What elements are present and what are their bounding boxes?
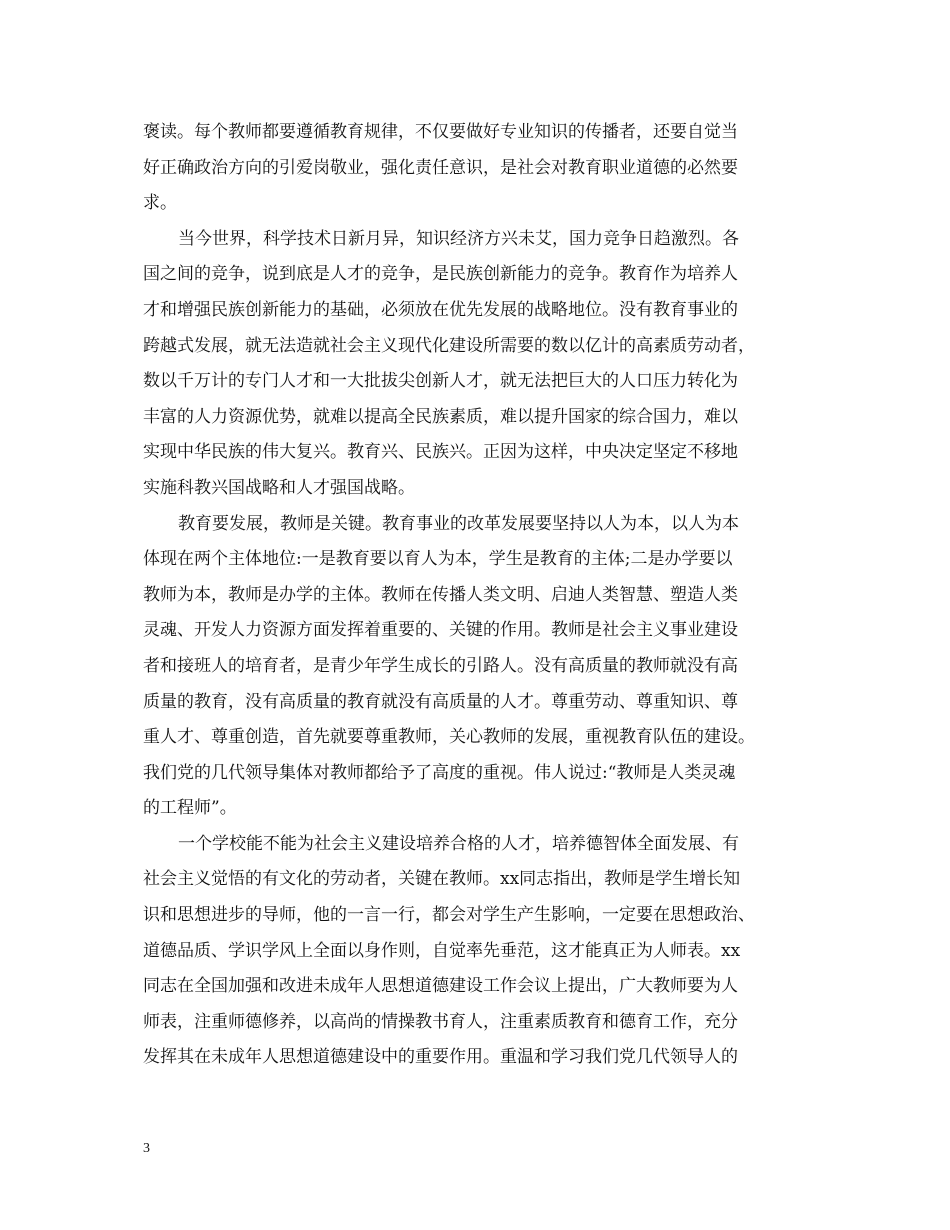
text-line: 体现在两个主体地位:一是教育要以育人为本，学生是教育的主体;二是办学要以: [143, 549, 733, 570]
text-line: 重人才、尊重创造，首先就要尊重教师，关心教师的发展，重视教育队伍的建设。: [143, 727, 755, 748]
text-line: 褒读。每个教师都要遵循教育规律，不仅要做好专业知识的传播者，还要自觉当: [143, 122, 738, 142]
text-line: 我们党的几代领导集体对教师都给予了高度的重视。伟人说过:“教师是人类灵魂: [143, 762, 736, 783]
text-line: 的工程师”。: [143, 798, 237, 819]
text-line: 社会主义觉悟的有文化的劳动者，关键在教师。xx同志指出，教师是学生增长知: [143, 869, 741, 890]
text-line: 者和接班人的培育者，是青少年学生成长的引路人。没有高质量的教师就没有高: [143, 655, 738, 676]
paragraph: [143, 507, 811, 827]
text-line: 跨越式发展，就无法造就社会主义现代化建设所需要的数以亿计的高素质劳动者，: [143, 335, 755, 356]
text-line: 国之间的竞争，说到底是人才的竞争，是民族创新能力的竞争。教育作为培养人: [143, 264, 738, 285]
text-line: 求。: [143, 193, 177, 214]
text-line: 才和增强民族创新能力的基础，必须放在优先发展的战略地位。没有教育事业的: [143, 299, 738, 320]
page-number: 3: [143, 1141, 150, 1156]
text-line: 好正确政治方向的引爱岗敬业，强化责任意识，是社会对教育职业道德的必然要: [143, 157, 738, 178]
text-line: 教育要发展，教师是关键。教育事业的改革发展要坚持以人为本，以人为本: [178, 513, 739, 534]
text-line: 道德品质、学识学风上全面以身作则，自觉率先垂范，这才能真正为人师表。xx: [143, 940, 741, 961]
paragraph: [143, 222, 811, 507]
text-line: 当今世界，科学技术日新月异，知识经济方兴未艾，国力竞争日趋激烈。各: [178, 228, 739, 249]
text-line: 数以千万计的专门人才和一大批拔尖创新人才，就无法把巨大的人口压力转化为: [143, 371, 738, 392]
text-line: 实施科教兴国战略和人才强国战略。: [143, 477, 415, 498]
text-line: 质量的教育，没有高质量的教育就没有高质量的人才。尊重劳动、尊重知识、尊: [143, 691, 738, 712]
text-line: 一个学校能不能为社会主义建设培养合格的人才，培养德智体全面发展、有: [178, 833, 739, 854]
text-line: 识和思想进步的导师，他的一言一行，都会对学生产生影响，一定要在思想政治、: [143, 905, 755, 926]
text-line: 师表，注重师德修养，以高尚的情操教书育人，注重素质教育和德育工作，充分: [143, 1011, 738, 1032]
document-body: [143, 115, 811, 1076]
paragraph: [143, 827, 811, 1076]
text-line: 实现中华民族的伟大复兴。教育兴、民族兴。正因为这样，中央决定坚定不移地: [143, 442, 738, 463]
text-line: 灵魂、开发人力资源方面发挥着重要的、关键的作用。教师是社会主义事业建设: [143, 620, 738, 641]
text-line: 同志在全国加强和改进未成年人思想道德建设工作会议上提出，广大教师要为人: [143, 976, 738, 997]
text-line: 发挥其在未成年人思想道德建设中的重要作用。重温和学习我们党几代领导人的: [143, 1047, 738, 1068]
paragraph: [143, 115, 811, 222]
text-line: 丰富的人力资源优势，就难以提高全民族素质，难以提升国家的综合国力，难以: [143, 406, 738, 427]
text-line: 教师为本，教师是办学的主体。教师在传播人类文明、启迪人类智慧、塑造人类: [143, 584, 738, 605]
